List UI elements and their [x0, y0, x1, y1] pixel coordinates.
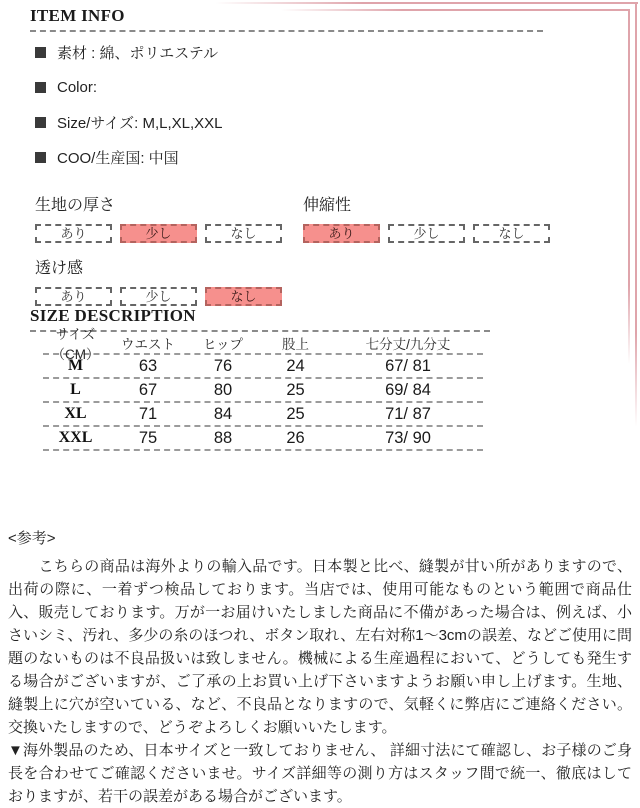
column-header: サイズ（CM） — [51, 326, 100, 362]
size-label: M — [67, 357, 84, 374]
option-chip-sukoshi: 少し — [388, 224, 465, 243]
attribute-name: 伸縮性 — [303, 197, 352, 214]
hip-value: 88 — [213, 428, 233, 447]
bullet-square-icon — [35, 117, 46, 128]
reference-section — [8, 527, 632, 808]
attribute-stretch — [303, 192, 550, 243]
rise-value: 25 — [286, 404, 305, 423]
table-row-m — [43, 355, 483, 379]
option-chip-nashi: なし — [473, 224, 550, 243]
attribute-name: 生地の厚さ — [35, 197, 116, 214]
size-label: XXL — [58, 429, 93, 446]
length-value: 73/ 90 — [385, 428, 431, 447]
option-chip-ari: あり — [35, 224, 112, 243]
size-table-header-row — [43, 326, 483, 362]
column-header: ウエスト — [121, 336, 175, 352]
rise-value: 24 — [286, 356, 305, 375]
waist-value: 71 — [138, 404, 158, 423]
table-row-xxl — [43, 427, 483, 451]
frame-outer-top-line — [215, 2, 638, 4]
attribute-fabric-thickness — [35, 192, 282, 243]
reference-paragraph-size-notice: ▼海外製品のため、日本サイズと一致しておりません、 詳細寸法にて確認し、お子様のご身長を合わせてご確認くださいませ。サイズ詳細等の測り方はスタッフ間で統一、徹底はしておりますが、若干の誤差がある場合がございます。 — [8, 742, 632, 805]
attribute-options — [35, 287, 282, 306]
item-info-bullet-list — [35, 42, 223, 182]
hip-value: 84 — [213, 404, 233, 423]
option-chip-sukoshi-selected: 少し — [120, 224, 197, 243]
frame-outer-right-line — [635, 2, 637, 427]
hip-value: 76 — [213, 356, 233, 375]
reference-paragraph-import-notice: こちらの商品は海外よりの輸入品です。日本製と比べ、縫製が甘い所がありますので、出荷の際に、一着ずつ検品しております。当店では、使用可能なものという範囲で商品仕入、販売しております。万が一お届けいたしました商品に不備があった場合は、例えば、小さいシミ、汚れ、多少の糸のほつれ、ボタン取れ、左右対称1～3cmの誤差、などご使用に問題のないものは不良品扱いは致しません。機械による生産過程において、どうしても発生する場合がございますが、ご了承の上お買い上げ下さいますようお願い申し上げます。生地、縫製上に穴が空いている、など、不良品となりますので、気軽くに弊店にご連絡ください。交換いたしますので、どうぞよろしくお願いいたします。 — [8, 558, 632, 736]
attribute-sheerness — [35, 255, 282, 306]
bullet-square-icon — [35, 47, 46, 58]
waist-value: 75 — [138, 428, 158, 447]
column-header: ヒップ — [202, 336, 244, 352]
bullet-square-icon — [35, 82, 46, 93]
rise-value: 25 — [286, 380, 305, 399]
bullet-label: Color: — [57, 78, 98, 96]
table-row-l — [43, 379, 483, 403]
size-description-heading: SIZE DESCRIPTION — [30, 306, 490, 332]
bullet-item-size — [35, 112, 223, 132]
bullet-item-material — [35, 42, 223, 62]
length-value: 71/ 87 — [385, 404, 431, 423]
option-chip-ari: あり — [35, 287, 112, 306]
item-info-heading: ITEM INFO — [30, 6, 543, 32]
table-row-xl — [43, 403, 483, 427]
attribute-options — [303, 224, 550, 243]
option-chip-sukoshi: 少し — [120, 287, 197, 306]
size-label: XL — [64, 405, 87, 422]
option-chip-nashi-selected: なし — [205, 287, 282, 306]
reference-title: <参考> — [8, 530, 56, 547]
bullet-label: COO/生産国: 中国 — [57, 149, 179, 167]
bullet-label: 素材 : 綿、ポリエステル — [57, 44, 219, 62]
size-label: L — [70, 381, 81, 398]
length-value: 67/ 81 — [385, 356, 431, 375]
bullet-item-coo — [35, 147, 223, 167]
column-header: 七分丈/九分丈 — [365, 336, 451, 352]
hip-value: 80 — [213, 380, 233, 399]
waist-value: 63 — [138, 356, 158, 375]
bullet-label: Size/サイズ: M,L,XL,XXL — [57, 114, 223, 132]
waist-value: 67 — [138, 380, 158, 399]
length-value: 69/ 84 — [385, 380, 431, 399]
bullet-square-icon — [35, 152, 46, 163]
rise-value: 26 — [286, 428, 305, 447]
frame-inner-right-line — [628, 9, 630, 364]
column-header: 股上 — [282, 336, 309, 352]
option-chip-ari-selected: あり — [303, 224, 380, 243]
attribute-options — [35, 224, 282, 243]
option-chip-nashi: なし — [205, 224, 282, 243]
attribute-name: 透け感 — [35, 260, 84, 277]
size-table — [43, 326, 483, 451]
bullet-item-color — [35, 77, 223, 97]
